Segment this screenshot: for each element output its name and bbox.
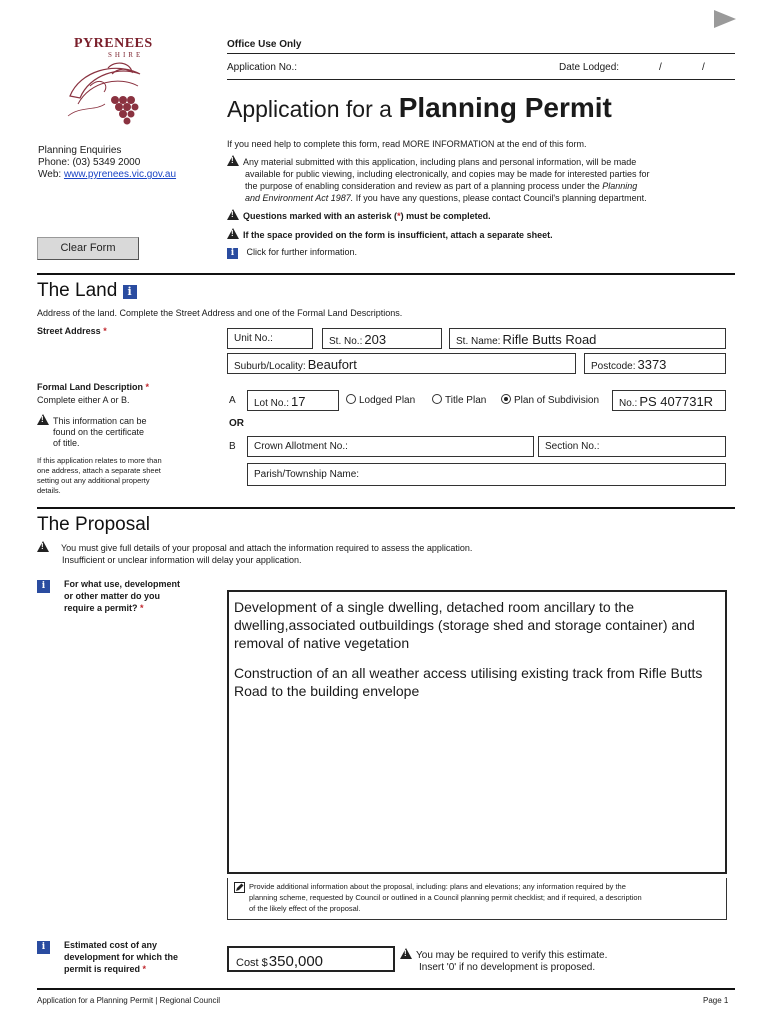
radio-button-selected[interactable] <box>501 394 511 404</box>
suburb-value: Beaufort <box>307 357 357 372</box>
lot-no-field[interactable] <box>247 390 339 411</box>
act-name: Planning <box>602 181 638 191</box>
street-no-value: 203 <box>364 332 387 347</box>
proposal-section-title: The Proposal <box>37 514 151 535</box>
office-use-bottom-divider <box>227 79 735 80</box>
unit-no-label: Unit No.: <box>234 333 273 344</box>
asterisk-note <box>227 209 491 222</box>
street-name-label: St. Name: <box>456 336 501 347</box>
cost-info-icon[interactable]: i <box>37 941 50 954</box>
edit-icon <box>234 882 245 893</box>
proposal-warning <box>37 541 472 566</box>
required-mark: * <box>142 964 147 974</box>
notice-line: Any material submitted with this application, including plans and personal information, will be made <box>243 157 637 167</box>
page-number: Page 1 <box>703 996 729 1005</box>
info-icon[interactable]: i <box>227 248 238 259</box>
multiple-address-line: one address, attach a separate sheet <box>37 466 161 475</box>
land-section-title <box>37 280 137 302</box>
radio-label: Lodged Plan <box>359 395 416 406</box>
radio-title-plan[interactable] <box>432 394 486 406</box>
act-name: and Environment Act 1987. <box>245 193 354 203</box>
web-line <box>38 169 176 180</box>
date-separator: / <box>702 62 705 73</box>
logo-sub: SHIRE <box>108 51 144 59</box>
grapes-logo-icon <box>60 56 160 134</box>
street-name-value: Rifle Butts Road <box>502 332 597 347</box>
proposal-question-line: require a permit? <box>64 603 138 613</box>
help-text: If you need help to complete this form, read MORE INFORMATION at the end of this form. <box>227 139 587 149</box>
postcode-field[interactable] <box>584 353 726 374</box>
office-use-label: Office Use Only <box>227 39 302 50</box>
notice-line: the purpose of enabling consideration and review as part of a planning process under the <box>245 181 600 191</box>
radio-button[interactable] <box>432 394 442 404</box>
radio-button[interactable] <box>346 394 356 404</box>
space-note <box>227 228 553 241</box>
plan-no-field[interactable] <box>612 390 726 411</box>
verify-note-line: Insert '0' if no development is proposed. <box>419 962 596 973</box>
warning-icon <box>37 541 49 552</box>
verify-note <box>400 948 607 974</box>
web-prefix: Web: <box>38 169 62 180</box>
crown-allotment-field[interactable] <box>247 436 534 457</box>
council-logo <box>60 34 180 134</box>
land-section-divider <box>37 273 735 275</box>
land-description: Address of the land. Complete the Street Address and one of the Formal Land Descriptions. <box>37 308 403 318</box>
certificate-note-line: of title. <box>53 438 80 448</box>
suburb-field[interactable] <box>227 353 576 374</box>
street-name-field[interactable] <box>449 328 726 349</box>
radio-lodged-plan[interactable] <box>346 394 415 406</box>
page-title <box>227 92 612 124</box>
multiple-address-line: setting out any additional property <box>37 476 150 485</box>
cost-question-line: Estimated cost of any <box>64 940 158 950</box>
notice-line: available for public viewing, including electronically, and copies may be made for interested parties for <box>245 169 650 179</box>
proposal-answer-paragraph: Development of a single dwelling, detached room ancillary to the dwelling,associated outbuildings (storage shed and storage container) and removal of native vegetation <box>234 599 695 651</box>
proposal-question-line: or other matter do you <box>64 591 161 601</box>
title-bold: Planning Permit <box>398 92 612 123</box>
cost-question-line: permit is required <box>64 964 141 974</box>
warning-icon <box>227 209 239 220</box>
cost-field[interactable] <box>227 946 395 972</box>
phone-number: Phone: (03) 5349 2000 <box>38 157 141 168</box>
cost-label: Cost $ <box>236 957 268 969</box>
street-no-field[interactable] <box>322 328 442 349</box>
section-no-field[interactable] <box>538 436 726 457</box>
logo-name: PYRENEES <box>74 36 153 51</box>
lot-no-value: 17 <box>291 394 306 409</box>
section-no-label: Section No.: <box>545 441 600 452</box>
radio-label: Plan of Subdivision <box>514 395 600 406</box>
street-address-text: Street Address <box>37 326 101 336</box>
warning-icon <box>400 948 412 959</box>
proposal-answer-paragraph: Construction of an all weather access utilising existing track from Rifle Butts Road to the building envelope <box>234 665 703 699</box>
street-address-label <box>37 325 107 337</box>
complete-either-note: Complete either A or B. <box>37 395 130 405</box>
plan-no-value: PS 407731R <box>639 394 714 409</box>
provide-additional-info <box>227 878 727 920</box>
required-mark: * <box>103 326 107 336</box>
proposal-section-divider <box>37 507 735 509</box>
footer-left: Application for a Planning Permit | Regional Council <box>37 996 221 1005</box>
option-b-label: B <box>229 441 236 452</box>
provide-info-line: Provide additional information about the proposal, including: plans and elevations; any information required by the <box>249 882 626 891</box>
lot-no-label: Lot No.: <box>254 398 290 409</box>
asterisk-mark: * <box>397 211 401 221</box>
proposal-warning-line: You must give full details of your proposal and attach the information required to assess the application. <box>61 543 473 553</box>
office-use-divider <box>227 53 735 54</box>
warning-icon <box>37 414 49 425</box>
formal-description-label <box>37 381 149 393</box>
proposal-answer-textarea[interactable] <box>227 590 727 874</box>
land-info-icon[interactable]: i <box>123 285 137 299</box>
proposal-question-line: For what use, development <box>64 579 181 589</box>
web-link[interactable]: www.pyrenees.vic.gov.au <box>63 169 177 180</box>
provide-info-line: planning scheme, requested by Council or outlined in a Council planning permit checklist; and if required, a description <box>249 893 642 902</box>
next-page-icon[interactable] <box>714 10 736 28</box>
formal-description-text: Formal Land Description <box>37 382 144 392</box>
multiple-address-line: If this application relates to more than <box>37 456 162 465</box>
postcode-label: Postcode: <box>591 361 636 372</box>
proposal-warning-line: Insufficient or unclear information will delay your application. <box>62 555 302 565</box>
warning-icon <box>227 155 239 166</box>
application-no-label: Application No.: <box>227 62 298 73</box>
clear-form-button[interactable] <box>37 237 139 260</box>
multiple-address-note <box>37 456 162 496</box>
land-title-text: The Land <box>37 280 118 301</box>
asterisk-note-text: ) must be completed. <box>400 211 491 221</box>
info-note <box>227 246 357 259</box>
warning-icon <box>227 228 239 239</box>
plan-no-label: No.: <box>619 398 638 409</box>
multiple-address-line: details. <box>37 486 61 495</box>
proposal-info-icon[interactable]: i <box>37 580 50 593</box>
or-label: OR <box>229 418 244 429</box>
date-lodged-label: Date Lodged: <box>559 62 620 73</box>
cost-question-line: development for which the <box>64 952 179 962</box>
footer-divider <box>37 988 735 990</box>
space-note-text: If the space provided on the form is insufficient, attach a separate sheet. <box>243 230 553 240</box>
parish-label: Parish/Township Name: <box>254 469 360 480</box>
planning-enquiries: Planning Enquiries <box>38 145 122 156</box>
required-mark: * <box>140 603 144 613</box>
title-regular: Application for a <box>227 96 392 122</box>
cost-value: 350,000 <box>268 953 324 970</box>
date-separator: / <box>659 62 662 73</box>
postcode-value: 3373 <box>637 357 667 372</box>
suburb-label: Suburb/Locality: <box>234 361 306 372</box>
info-note-text: Click for further information. <box>246 247 358 257</box>
certificate-note <box>37 414 147 449</box>
crown-allotment-label: Crown Allotment No.: <box>254 441 348 452</box>
asterisk-note-text: Questions marked with an asterisk ( <box>243 211 398 221</box>
certificate-note-line: This information can be <box>53 416 147 426</box>
certificate-note-line: found on the certificate <box>53 427 145 437</box>
clear-form-label: Clear Form <box>60 242 116 254</box>
required-mark: * <box>145 382 150 392</box>
street-no-label: St. No.: <box>329 336 363 347</box>
option-a-label: A <box>229 395 236 406</box>
notice-line: If you have any questions, please contact Council's planning department. <box>355 193 647 203</box>
unit-no-field[interactable] <box>227 328 313 349</box>
radio-plan-of-subdivision[interactable] <box>501 394 599 406</box>
radio-label: Title Plan <box>445 395 487 406</box>
parish-field[interactable] <box>247 463 726 486</box>
provide-info-line: of the likely effect of the proposal. <box>249 904 361 913</box>
verify-note-line: You may be required to verify this estimate. <box>416 950 608 961</box>
public-notice <box>227 155 742 204</box>
